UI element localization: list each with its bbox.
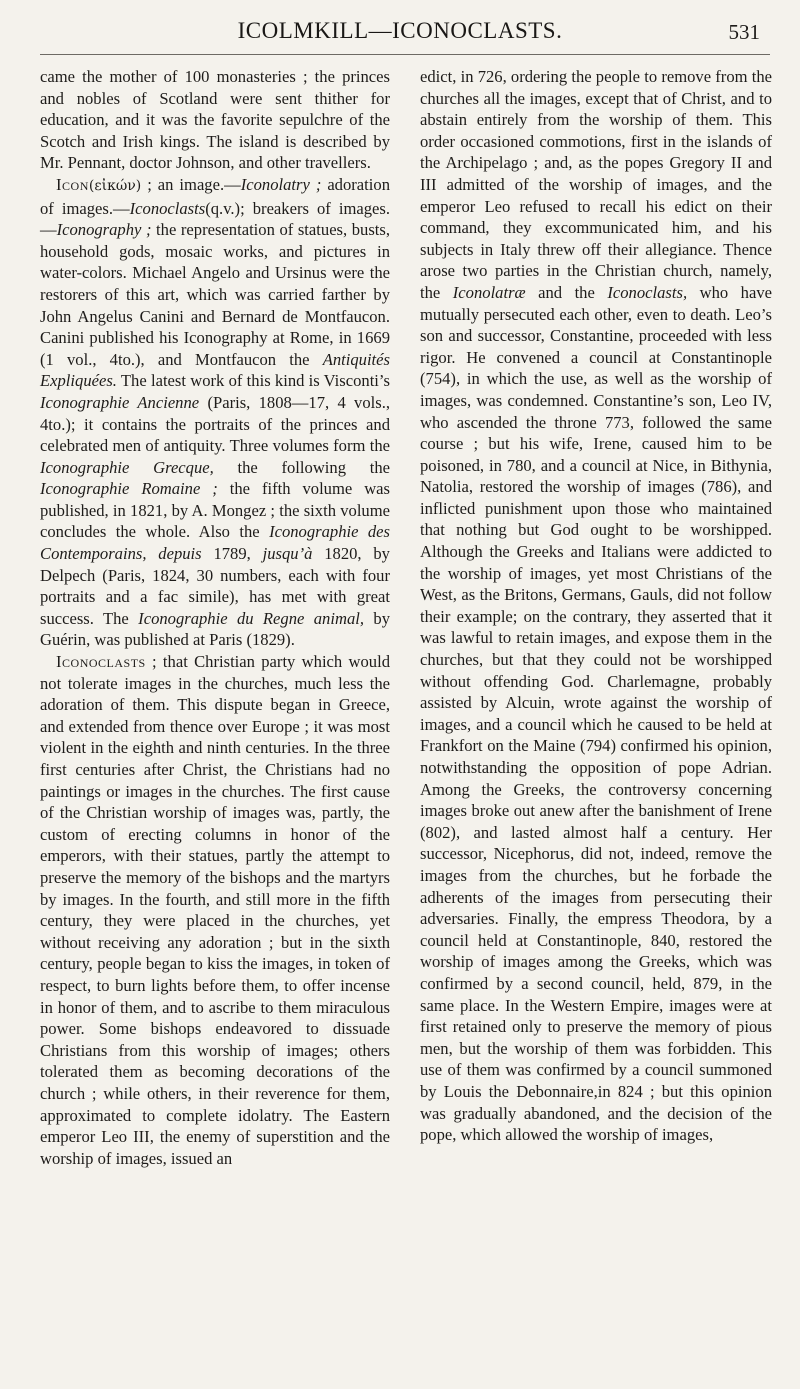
greek-etymology: (εἰκών) [88,177,142,194]
paragraph-text: ; that Christian party which would not tolerate images in the churches, much less the adoration of them. This dispute began in Greece, and extended from thence over Europe ; it was most violent in the eighth and ninth centuries. In the three first centuries after Christ, the Christians had no paintings or images in the churches. The first cause of the Christian worship of images was, partly, the custom of erecting columns in honor of the emperors, with their statues, partly the attempt to preserve the memory of the bishops and the martyrs by images. In the fourth, and still more in the fifth century, they were placed in the churches, yet without receiving any adoration ; but in the sixth century, people began to kiss the images, in token of respect, to burn lights before them, to offer incense in honor of them, and to ascribe to them miraculous power. Some bishops endeavored to dissuade Christians from this worship of images; others tolerated them as becoming decorations of the church ; while others, in their reverence for them, approximated to complete idolatry. The Eastern emperor Leo III, the enemy of superstition and the worship of images, issued an [40,652,390,1168]
title-regne-animal: Iconographie du Regne animal, [138,608,365,628]
text-span: 1820, by Delpech (Paris, 1824, 30 numbers, each with four portraits and a fac simile), has met with great success. The [40,544,390,628]
text-span: by Guérin, was published at Paris (1829). [40,608,390,650]
text-span: edict, in 726, ordering the people to remove from the churches all the images, except that of Christ, and to abstain entirely from the worship of them. This order occasioned commotions, first in the islands of the Archipelago ; and, as the popes Gregory II and III admitted of the worship of images, and the emperor Leo refused to recall his edict on their command, they excommunicated him, and his subjects in Italy threw off their allegiance. Thence arose two parties in the Christian church, namely, the [420,67,772,302]
entry-headword-iconoclasts: Iconoclasts [56,652,146,672]
text-span: the fifth volume was published, in 1821, by A. Mongez ; the sixth volume concludes the whole. Also the [40,479,391,542]
term-iconolatry: Iconolatry ; [240,174,322,194]
running-head [0,18,800,58]
page-number: 531 [728,20,760,44]
left-column [40,66,390,1169]
entry-headword-icon: Icon [56,174,89,194]
text-span: 1789, [201,544,263,564]
term-iconography: Iconography ; [56,220,152,240]
text-span: (q.v.); breakers of images.— [40,198,391,240]
header-rule [40,54,770,55]
term-jusqua: jusqu’à [262,544,313,564]
paragraph-icolmkill-continued [40,66,390,174]
text-span: the following the [213,457,390,477]
text-span: adoration of images.— [40,174,390,218]
text-span: The latest work of this kind is Visconti’s [116,371,390,391]
term-iconoclasts-italic: Iconoclasts, [607,282,688,302]
title-iconographie-romaine: Iconographie Romaine ; [40,479,218,499]
title-iconographie-ancienne: Iconographie Ancienne [40,392,200,412]
page-title: ICOLMKILL—ICONOCLASTS. [237,18,563,43]
entry-iconoclasts [40,651,390,1169]
title-iconographie-grecque: Iconographie Grecque, [40,457,214,477]
right-column [420,66,772,1146]
title-antiquites: Antiquités Expliquées. [40,349,390,391]
text-span: the representation of statues, busts, household gods, mosaic works, and pictures in water-colors. Michael Angelo and Ursinus were the restorers of this art, which was carried farther by John Angelus Canini and Bernard de Montfaucon. Canini published his Iconography at Rome, in 1669 (1 vol., 4to.), and Montfaucon the [40,220,390,369]
term-iconolatrae: Iconolatræ [452,282,526,302]
entry-iconoclasts-continued [420,66,772,1146]
term-iconoclasts: Iconoclasts [129,198,206,218]
title-iconographie-contemporains: Iconographie des Contemporains, depuis [40,522,390,564]
text-span: who have mutually persecuted each other, even to death. Leo’s son and successor, Constantine, proceeded with less rigor. He convened a council at Constantinople (754), in which the use, as well as the worship of images, was condemned. Constantine’s son, Leo IV, who ascended the throne 773, followed the same course ; but his wife, Irene, caused him to be poisoned, in 780, and a council at Nice, in Bithynia, Natolia, restored the worship of images (786), and inflicted punishment upon those who maintained that nothing but God ought to be worshipped. Although the Greeks and Italians were addicted to the worship of images, yet most Christians of the West, as the Britons, Germans, Gauls, did not follow their example; on the contrary, they asserted that it was lawful to retain images, and expose them in the churches, but that they could not be worshipped without offending God. Charlemagne, probably assisted by Alcuin, wrote against the worship of images, and a council which he caused to be held at Frankfort on the Maine (794) confirmed his opinion, notwithstanding the opposition of pope Adrian. Among the Greeks, the controversy concerning images broke out anew after the banishment of Irene (802), and lasted almost half a century. Her successor, Nicephorus, did not, indeed, remove the images from the churches, but he forbade the adherents of the images from persecuting their adversaries. Finally, the empress Theodora, by a council held at Constantinople, 840, restored the worship of images among the Greeks, which was confirmed by a second council, held, 879, in the same place. In the Western Empire, images were at first retained only to preserve the memory of pious men, but the worship of them was forbidden. This use of them was confirmed by a council summoned by Louis the Debonnaire,in 824 ; but this opinion was gradually abandoned, and the decision of the pope, which allowed the worship of images, [420,282,773,1145]
entry-icon [40,174,390,651]
paragraph-text: came the mother of 100 monasteries ; the princes and nobles of Scotland were sent thither for education, and it was the favorite sepulchre of the Scotch and Irish kings. The island is described by Mr. Pennant, doctor Johnson, and other travellers. [40,67,390,173]
text-span: (Paris, 1808—17, 4 vols., 4to.); it contains the portraits of the princes and celebrated men of antiquity. Three volumes form the [40,392,390,456]
text-span: and the [525,282,608,302]
text-span: ; an image.— [141,174,241,194]
